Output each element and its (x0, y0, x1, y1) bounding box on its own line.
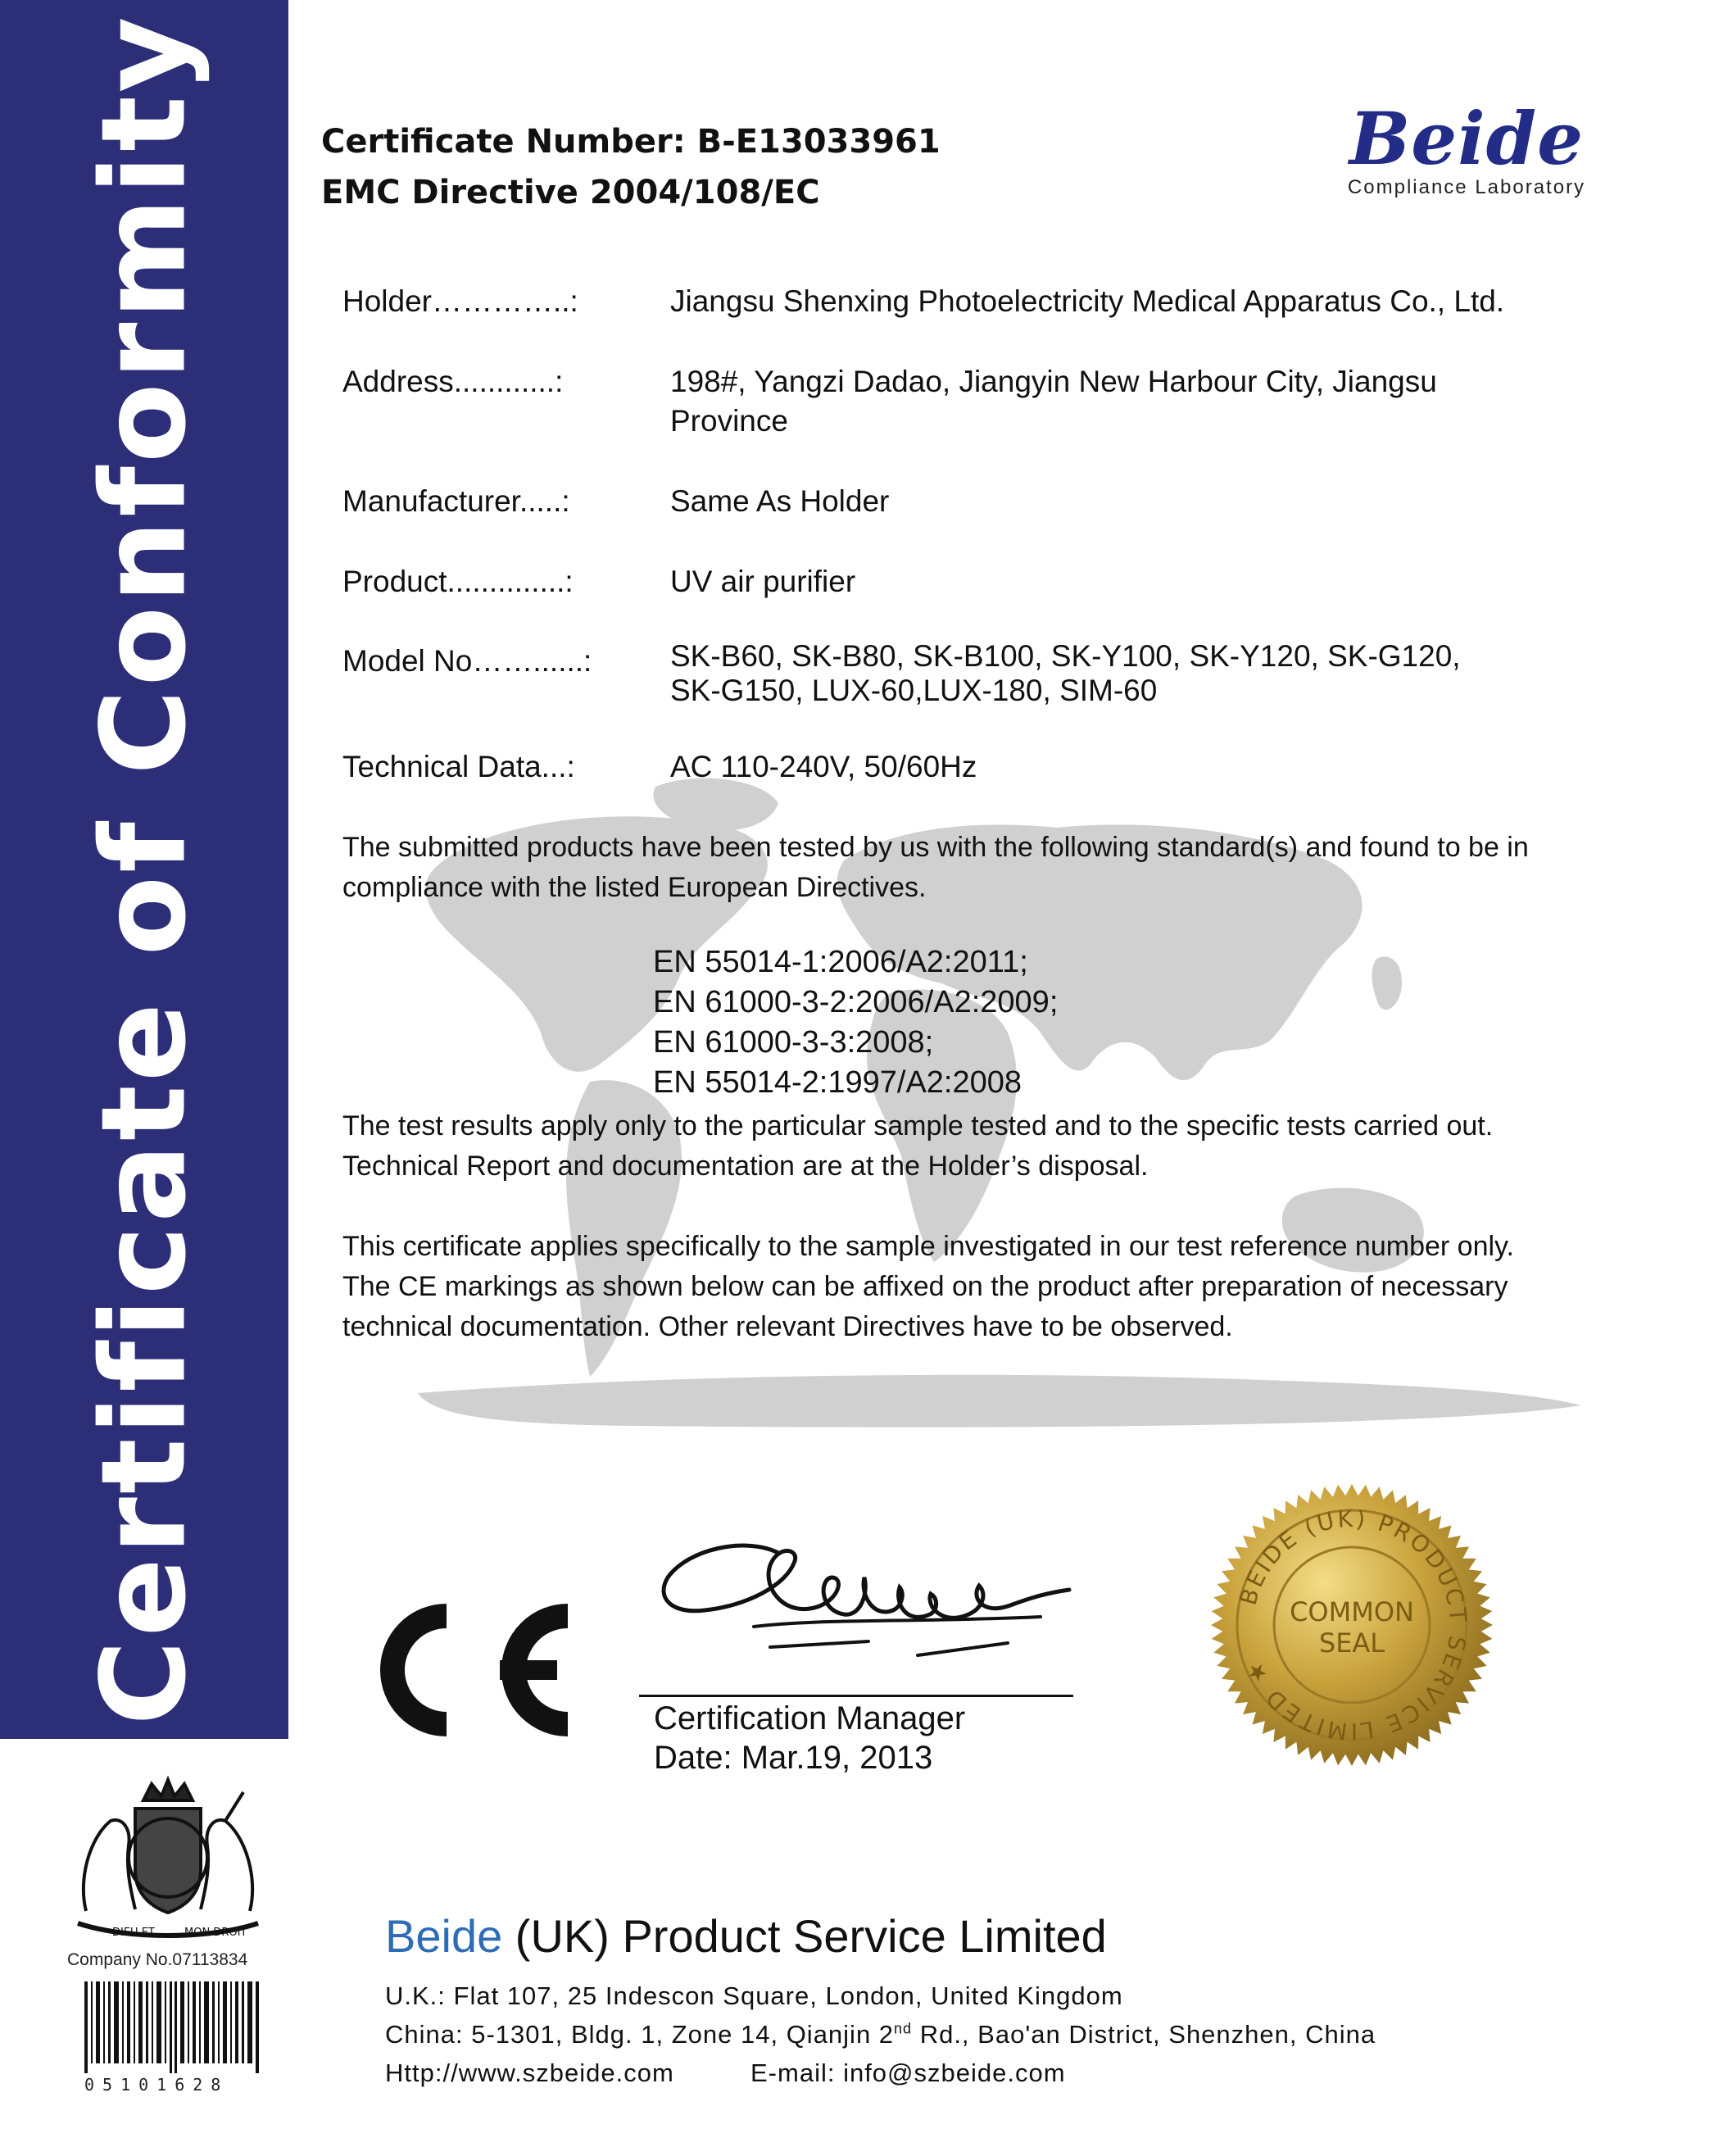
results-line: Technical Report and documentation are at the Holder’s disposal. (342, 1151, 1149, 1182)
model-value-line2: SK-G150, LUX-60,LUX-180, SIM-60 (670, 674, 1158, 707)
signature-icon (655, 1528, 1081, 1672)
barcode-icon (84, 1981, 261, 2073)
company-number: Company No.07113834 (67, 1950, 248, 1969)
china-address (385, 2020, 1376, 2049)
beide-logo (1319, 96, 1614, 199)
holder-label: Holder…………..: (342, 284, 578, 318)
logo-subtitle: Compliance Laboratory (1347, 176, 1586, 198)
technical-data-label: Technical Data...: (342, 750, 575, 783)
standard-item: EN 55014-1:2006/A2:2011; (653, 945, 1028, 979)
applies-statement (342, 1227, 1621, 1347)
signature-line (639, 1695, 1073, 1697)
address-value-line1: 198#, Yangzi Dadao, Jiangyin New Harbour City, Jiangsu (670, 365, 1437, 398)
ce-mark-icon (356, 1596, 578, 1744)
address-row (342, 362, 1621, 441)
applies-line: The CE markings as shown below can be affixed on the product after preparation of necessary (342, 1271, 1508, 1302)
technical-data-row (342, 747, 1621, 787)
product-value: UV air purifier (670, 565, 856, 598)
results-line: The test results apply only to the particular sample tested and to the specific tests carried out. (342, 1110, 1494, 1142)
results-statement (342, 1106, 1621, 1187)
issuer-name-rest: (UK) Product Service Limited (502, 1910, 1107, 1962)
uk-address: U.K.: Flat 107, 25 Indescon Square, London, United Kingdom (385, 1981, 1123, 2010)
seal-ring-text: BEIDE (UK) PRODUCT SERVICE LIMITED ★ (1234, 1505, 1472, 1745)
certificate-number: Certificate Number: B-E13033961 (321, 123, 941, 161)
statement-line: compliance with the listed European Directives. (342, 872, 927, 903)
directive-title: EMC Directive 2004/108/EC (321, 174, 820, 211)
motto-right: MON DROIT (184, 1927, 247, 1939)
signatory-title: Certification Manager (654, 1700, 966, 1736)
holder-row (342, 282, 1621, 321)
product-label: Product..............: (342, 565, 574, 598)
compliance-statement (342, 828, 1621, 908)
standards-list (653, 942, 1058, 1103)
model-row (342, 639, 1621, 708)
technical-data-value: AC 110-240V, 50/60Hz (670, 750, 977, 783)
china-address-part: China: 5-1301, Bldg. 1, Zone 14, Qianjin 2 (385, 2020, 895, 2049)
side-band (0, 0, 288, 1739)
model-label: Model No……......: (342, 644, 592, 678)
manufacturer-label: Manufacturer.....: (342, 484, 570, 518)
china-address-sup: nd (894, 2020, 913, 2037)
statement-line: The submitted products have been tested by us with the following standard(s) and found to be in (342, 832, 1529, 863)
coat-of-arms-icon (53, 1772, 283, 1948)
seal-line-2: SEAL (1318, 1627, 1385, 1659)
model-value-line1: SK-B60, SK-B80, SK-B100, SK-Y100, SK-Y120, SK-G120, (670, 639, 1461, 673)
issue-date: Date: Mar.19, 2013 (654, 1740, 933, 1776)
standard-item: EN 61000-3-3:2008; (653, 1025, 934, 1060)
standard-item: EN 55014-2:1997/A2:2008 (653, 1065, 1023, 1100)
motto-left: DIEU ET (112, 1927, 155, 1939)
issuer-brand: Beide (385, 1910, 503, 1962)
holder-value: Jiangsu Shenxing Photoelectricity Medical Apparatus Co., Ltd. (670, 284, 1505, 318)
certificate-header (321, 123, 941, 211)
product-row (342, 562, 1621, 601)
applies-line: This certificate applies specifically to the sample investigated in our test reference number only. (342, 1231, 1514, 1262)
applies-line: technical documentation. Other relevant Directives have to be observed. (342, 1311, 1233, 1342)
china-address-part: Rd., Bao'an District, Shenzhen, China (912, 2020, 1376, 2049)
manufacturer-row (342, 482, 1621, 521)
email-link[interactable]: E-mail: info@szbeide.com (750, 2058, 1066, 2087)
gold-seal-icon (1192, 1482, 1512, 1768)
seal-line-1: COMMON (1290, 1596, 1414, 1627)
barcode-number: 05101628 (84, 2075, 229, 2095)
manufacturer-value: Same As Holder (670, 484, 890, 518)
logo-wordmark: Beide (1349, 96, 1585, 181)
website-link[interactable]: Http://www.szbeide.com (385, 2058, 674, 2087)
address-label: Address............: (342, 365, 564, 398)
address-value-line2: Province (670, 404, 788, 438)
side-title: Certificate of Conformity (76, 13, 212, 1726)
standard-item: EN 61000-3-2:2006/A2:2009; (653, 985, 1059, 1019)
issuer-company-name (385, 1909, 1107, 1963)
